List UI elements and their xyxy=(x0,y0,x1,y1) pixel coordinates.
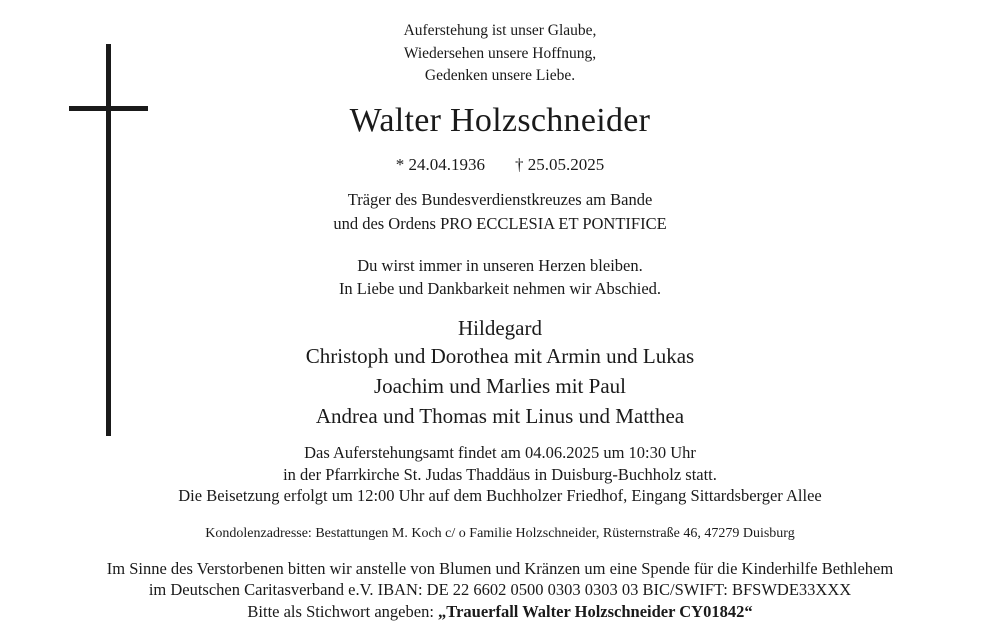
service-line: Das Auferstehungsamt findet am 04.06.2025 um 10:30 Uhr xyxy=(304,443,696,462)
condolence-address: Kondolenzadresse: Bestattungen M. Koch c/ o Familie Holzschneider, Rüsternstraße 46, 47279 Duisburg xyxy=(205,526,795,541)
family-line: Andrea und Thomas mit Linus und Matthea xyxy=(315,404,685,428)
donation-line: im Deutschen Caritasverband e.V. IBAN: DE 22 6602 0500 0303 0303 03 BIC/SWIFT: BFSWDE33XXX xyxy=(148,580,852,599)
honor-line: Träger des Bundesverdienstkreuzes am Bande xyxy=(347,190,653,209)
birth-date: * 24.04.1936 xyxy=(395,155,485,174)
motto-line: Gedenken unsere Liebe. xyxy=(424,67,576,84)
donation-keyword-prefix: Bitte als Stichwort angeben: xyxy=(247,602,439,621)
farewell-line: Du wirst immer in unseren Herzen bleiben. xyxy=(357,256,643,275)
donation-keyword-line xyxy=(0,602,1000,622)
family-line: Hildegard xyxy=(458,316,542,340)
service-line: Die Beisetzung erfolgt um 12:00 Uhr auf dem Buchholzer Friedhof, Eingang Sittardsberger Allee xyxy=(178,486,822,505)
farewell-line: In Liebe und Dankbarkeit nehmen wir Abschied. xyxy=(338,279,662,298)
service-line: in der Pfarrkirche St. Judas Thaddäus in Duisburg-Buchholz statt. xyxy=(283,465,717,484)
family-line: Joachim und Marlies mit Paul xyxy=(374,374,626,398)
motto-line: Auferstehung ist unser Glaube, xyxy=(403,22,597,39)
deceased-name: Walter Holzschneider xyxy=(349,102,651,139)
donation-line: Im Sinne des Verstorbenen bitten wir anstelle von Blumen und Kränzen um eine Spende für die Kinderhilfe Bethlehem xyxy=(106,559,894,578)
life-dates xyxy=(0,155,1000,175)
donation-keyword: „Trauerfall Walter Holzschneider CY01842“ xyxy=(438,602,753,621)
death-date: † 25.05.2025 xyxy=(515,155,605,174)
family-line: Christoph und Dorothea mit Armin und Lukas xyxy=(305,344,695,368)
honor-line: und des Ordens PRO ECCLESIA ET PONTIFICE xyxy=(333,214,667,233)
motto-line: Wiedersehen unsere Hoffnung, xyxy=(403,45,597,62)
